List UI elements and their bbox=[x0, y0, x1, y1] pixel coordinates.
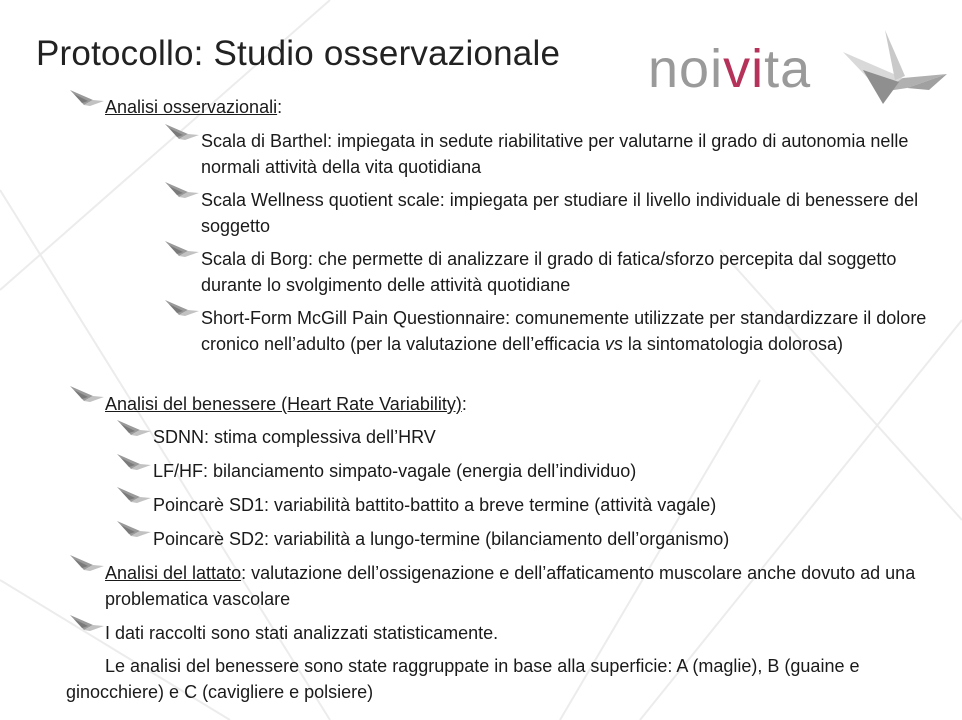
bullet-icon bbox=[117, 487, 151, 503]
bullet-icon bbox=[165, 182, 199, 198]
bullet-icon bbox=[165, 300, 199, 316]
bullet-icon bbox=[117, 454, 151, 470]
list-item: Poincarè SD1: variabilità battito-battito a breve termine (attività vagale) bbox=[153, 495, 717, 515]
section-heading: Analisi del benessere (Heart Rate Variability): bbox=[105, 394, 467, 414]
list-item: Scala di Borg: che permette di analizzare il grado di fatica/sforzo percepita dal soggetto durante lo svolgimento delle attività quotidiane bbox=[201, 249, 897, 295]
bullet-icon bbox=[70, 386, 104, 402]
logo-wordmark: noivita bbox=[648, 39, 812, 99]
section-paragraph: Analisi del lattato: valutazione dell’ossigenazione e dell’affaticamento muscolare anche dovuto ad una problematica vascolare bbox=[105, 563, 916, 609]
bullet-icon bbox=[70, 555, 104, 571]
footer-paragraph: Le analisi del benessere sono state raggruppate in base alla superficie: A (maglie), B (guaine e ginocchiere) e C (cavigliere e polsiere) bbox=[66, 656, 860, 702]
list-item: LF/HF: bilanciamento simpato-vagale (energia dell’individuo) bbox=[153, 461, 637, 481]
noivita-logo bbox=[648, 30, 948, 110]
bullet-icon bbox=[70, 615, 104, 631]
bullet-icon bbox=[165, 241, 199, 257]
list-item: Scala Wellness quotient scale: impiegata per studiare il livello individuale di benessere del soggetto bbox=[201, 190, 919, 236]
bullet-icon bbox=[165, 124, 199, 140]
section-heading: Analisi osservazionali: bbox=[105, 97, 283, 117]
bird-logo-icon bbox=[843, 30, 948, 110]
bullet-icon bbox=[117, 420, 151, 436]
list-item: Short-Form McGill Pain Questionnaire: comunemente utilizzate per standardizzare il dolore cronico nell’adulto (per la valutazione dell’efficacia vs la sintomatologia dolorosa) bbox=[201, 308, 927, 354]
list-item: Scala di Barthel: impiegata in sedute riabilitative per valutarne il grado di autonomia nelle normali attività della vita quotidiana bbox=[201, 131, 909, 177]
bullet-icon bbox=[70, 90, 104, 106]
section-paragraph: I dati raccolti sono stati analizzati statisticamente. bbox=[105, 623, 499, 643]
list-item: SDNN: stima complessiva dell’HRV bbox=[153, 427, 436, 447]
slide-title: Protocollo: Studio osservazionale bbox=[36, 34, 561, 73]
bullet-icon bbox=[117, 521, 151, 537]
list-item: Poincarè SD2: variabilità a lungo-termine (bilanciamento dell’organismo) bbox=[153, 529, 730, 549]
